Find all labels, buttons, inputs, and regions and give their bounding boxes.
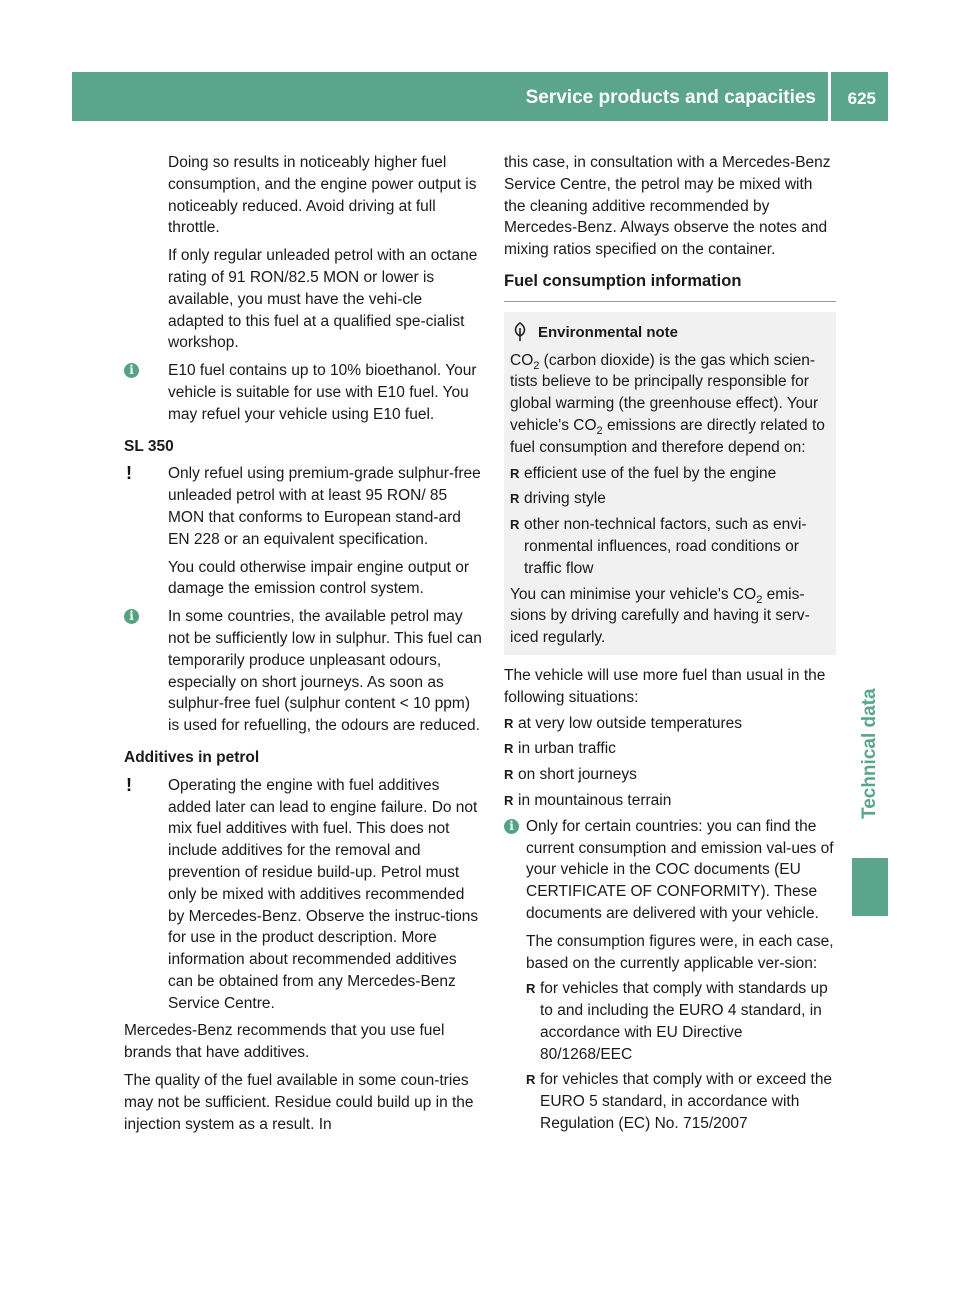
note-text: The consumption figures were, in each case, based on the currently applicable ver-sion: xyxy=(526,932,834,972)
info-icon: i xyxy=(124,609,139,624)
heading-rule xyxy=(504,301,836,302)
environmental-note-header xyxy=(510,322,830,344)
side-tab[interactable] xyxy=(852,121,888,819)
section-heading: SL 350 xyxy=(124,437,174,455)
environmental-text: $CO_2$ (carbon dioxide) is the gas which scien-tists believe to be principally responsible for global warming (the greenhouse effect). Your vehicle's $CO_2$ emissions are directly related to fuel consumption and therefore depend on: xyxy=(510,351,825,456)
warning-text: Operating the engine with fuel additives added later can lead to engine failure. Do not mix fuel additives with fuel. This does not include additives for the removal and prevention of residue build-up. Petrol must only be mixed with additives recommended by Mercedes-Benz. Observe the instruc-tions for use in the product description. More information about recommended additives can be obtained from any Mercedes-Benz Service Centre. xyxy=(168,776,479,1012)
side-tab-label: Technical data xyxy=(859,688,880,819)
factor-list xyxy=(510,463,830,580)
list-item: R driving style xyxy=(510,488,830,510)
paragraph: The vehicle will use more fuel than usual in the following situations: xyxy=(504,666,826,706)
standards-list xyxy=(526,978,836,1135)
list-item: R in urban traffic xyxy=(504,738,836,760)
list-item: R for vehicles that comply with or exceed the EURO 5 standard, in accordance with Regulation (EC) No. 715/2007 xyxy=(526,1069,836,1134)
list-item: R other non-technical factors, such as envi-ronmental influences, road conditions or traffic flow xyxy=(510,514,830,579)
list-item: R efficient use of the fuel by the engine xyxy=(510,463,830,485)
leaf-icon xyxy=(512,322,528,342)
situation-list xyxy=(504,713,836,812)
info-icon: i xyxy=(504,819,519,834)
warning-icon: ! xyxy=(126,774,132,795)
section-heading: Additives in petrol xyxy=(124,748,260,766)
page-number: 625 xyxy=(847,89,876,108)
list-item: R at very low outside temperatures xyxy=(504,713,836,735)
header-divider xyxy=(828,72,831,121)
environmental-closing: You can minimise your vehicle's $CO_2$ emis-sions by driving carefully and having it serv-iced regularly. xyxy=(510,585,810,647)
warning-icon: ! xyxy=(126,463,132,484)
info-icon: i xyxy=(124,363,139,378)
paragraph: If only regular unleaded petrol with an octane rating of 91 RON/82.5 MON or lower is available, you must have the vehi-cle adapted to this fuel at a qualified spe-cialist workshop. xyxy=(168,247,478,352)
warning-text: You could otherwise impair engine output or damage the emission control system. xyxy=(168,558,470,598)
paragraph: this case, in consultation with a Mercedes-Benz Service Centre, the petrol may be mixed with the cleaning additive recommended by Mercedes-Benz. Always observe the notes and mixing ratios specified on the container. xyxy=(504,154,831,259)
right-column xyxy=(504,152,836,1141)
paragraph: The quality of the fuel available in some coun-tries may not be sufficient. Residue could build up in the injection system as a result. In xyxy=(124,1072,474,1133)
environmental-note xyxy=(504,312,836,655)
note-text: E10 fuel contains up to 10% bioethanol. Your vehicle is suitable for use with E10 fuel. You may refuel your vehicle using E10 fuel. xyxy=(168,362,477,423)
list-item: R on short journeys xyxy=(504,764,836,786)
left-column xyxy=(124,152,482,1135)
paragraph: Doing so results in noticeably higher fuel consumption, and the engine power output is noticeably reduced. Avoid driving at full throttle. xyxy=(168,154,477,237)
section-title: Service products and capacities xyxy=(525,87,816,108)
note-text: Only for certain countries: you can find the current consumption and emission val-ues of your vehicle in the COC documents (EU CERTIFICATE OF CONFORMITY). These documents are delivered with your vehicle. xyxy=(526,817,834,922)
paragraph: Mercedes-Benz recommends that you use fuel brands that have additives. xyxy=(124,1022,445,1062)
note-text: In some countries, the available petrol may not be sufficiently low in sulphur. This fuel can temporarily produce unpleasant odours, especially on short journeys. As soon as sulphur-free fuel (sulphur content < 10 ppm) is used for refuelling, the odours are reduced. xyxy=(168,608,482,735)
side-tab-marker xyxy=(852,858,888,916)
page-header xyxy=(72,72,888,121)
environmental-note-title: Environmental note xyxy=(538,323,679,341)
info-note xyxy=(124,606,482,737)
section-heading: Fuel consumption information xyxy=(504,271,742,290)
info-note xyxy=(124,360,482,425)
info-note xyxy=(504,816,836,1135)
warning-note xyxy=(124,775,482,1015)
warning-note xyxy=(124,463,482,600)
warning-text: Only refuel using premium-grade sulphur-free unleaded petrol with at least 95 RON/ 85 MON that conforms to European stand-ard EN 228 or an equivalent specification. xyxy=(168,465,481,548)
list-item: R for vehicles that comply with standards up to and including the EURO 4 standard, in accordance with EU Directive 80/1268/EEC xyxy=(526,978,836,1065)
list-item: R in mountainous terrain xyxy=(504,790,836,812)
